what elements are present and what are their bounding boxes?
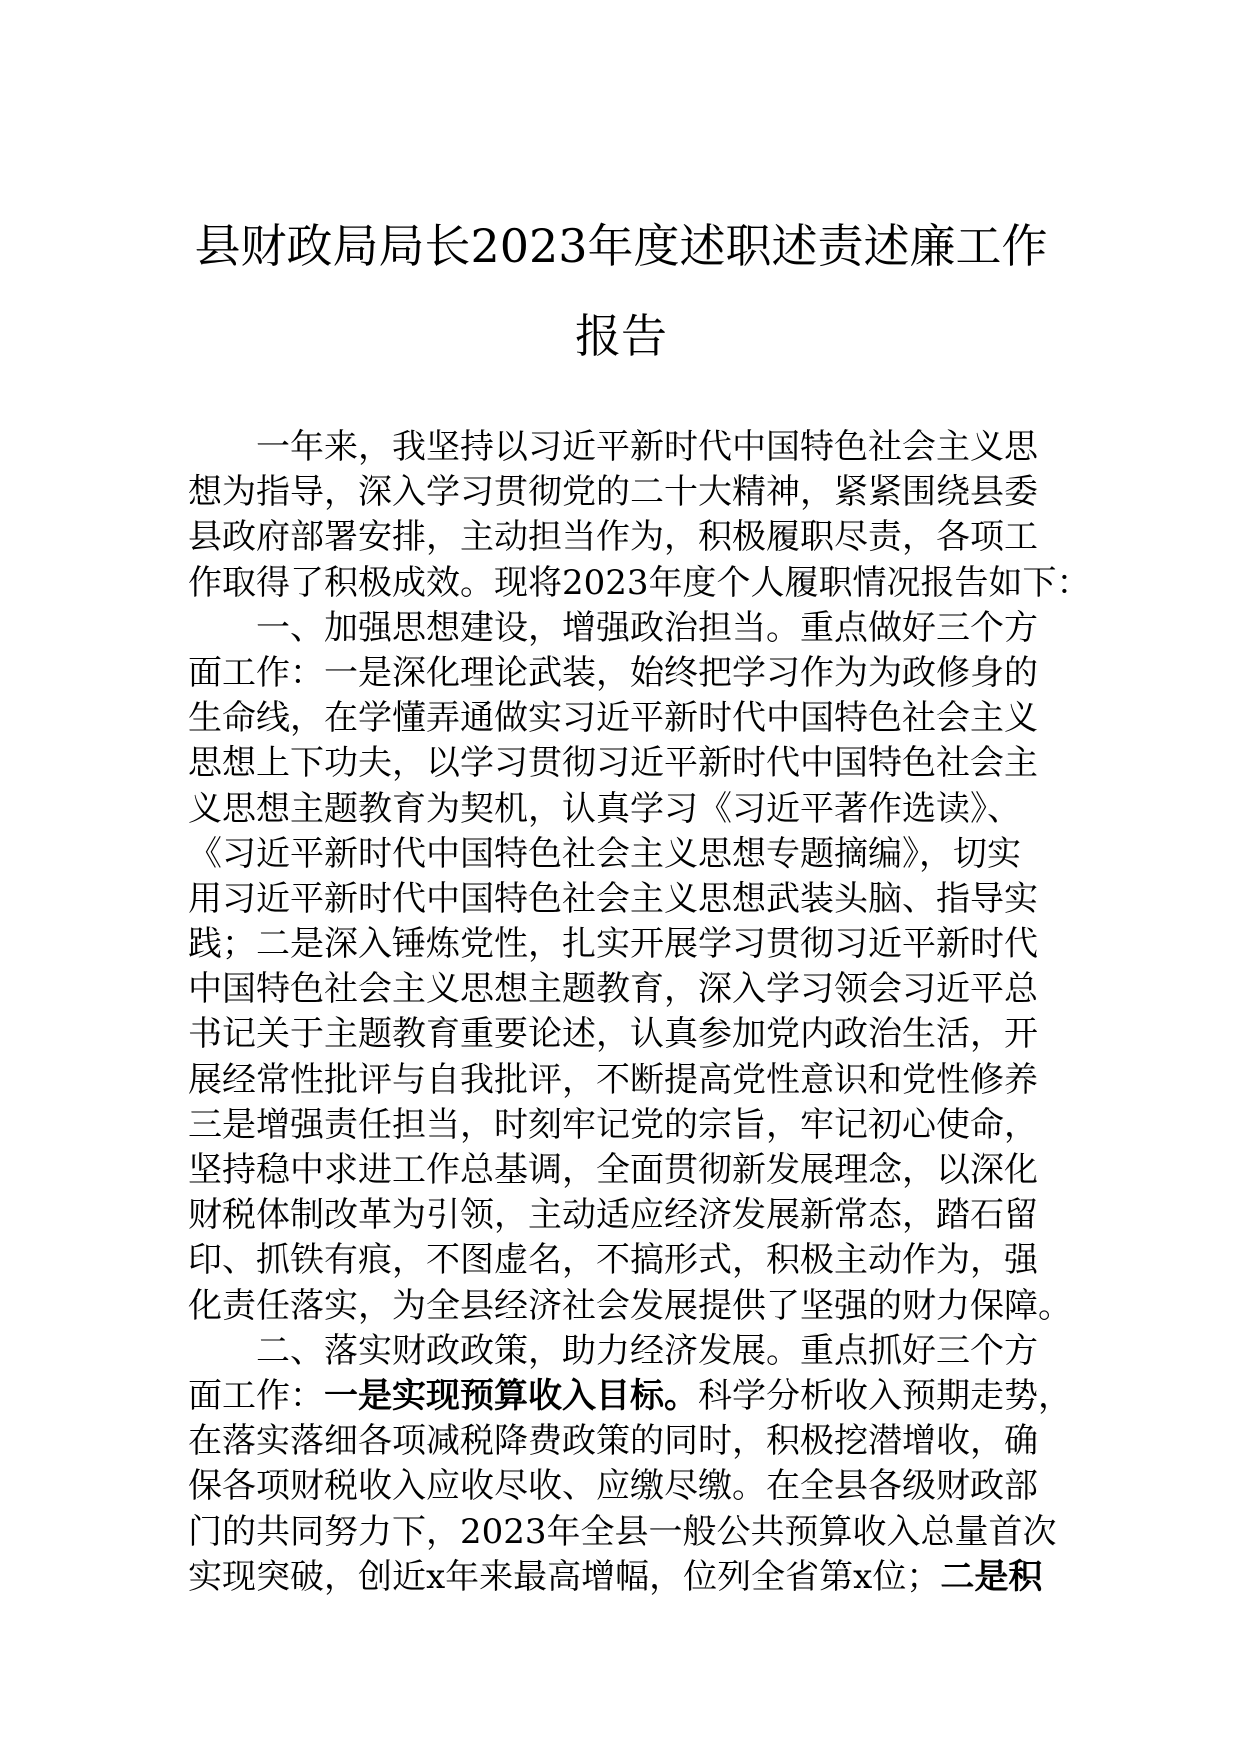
paragraph-line: 印、抓铁有痕，不图虚名，不搞形式，积极主动作为，强: [188, 1240, 1038, 1281]
paragraph-line: 财税体制改革为引领，主动适应经济发展新常态，踏石留: [188, 1195, 1038, 1236]
paragraph-line: 县政府部署安排，主动担当作为，积极履职尽责，各项工: [188, 517, 1038, 558]
paragraph-line: 二、落实财政政策，助力经济发展。重点抓好三个方: [256, 1330, 1038, 1371]
bold-heading-text: 二是积: [940, 1556, 1043, 1597]
paragraph-line: 保各项财税收入应收尽收、应缴尽缴。在全县各级财政部: [188, 1466, 1038, 1507]
document-title-line-2: 报告: [575, 309, 667, 363]
line-text: 实现突破，创近x年来最高增幅，位列全省第x位；: [188, 1556, 941, 1597]
paragraph-line: 作取得了积极成效。现将2023年度个人履职情况报告如下：: [188, 562, 1091, 603]
bold-heading-text: 一是实现预算收入目标。: [324, 1375, 698, 1416]
paragraph-line: 三是增强责任担当，时刻牢记党的宗旨，牢记初心使命，: [188, 1104, 1038, 1145]
paragraph-line: 思想上下功夫，以学习贯彻习近平新时代中国特色社会主: [188, 743, 1038, 784]
line-text: 科学分析收入预期走势，: [698, 1375, 1072, 1416]
document-body: [188, 425, 1091, 1600]
paragraph-line: 面工作：一是深化理论武装，始终把学习作为为政修身的: [188, 652, 1038, 693]
paragraph-line: 书记关于主题教育重要论述，认真参加党内政治生活，开: [188, 1014, 1038, 1055]
paragraph-line: 生命线，在学懂弄通做实习近平新时代中国特色社会主义: [188, 698, 1038, 739]
paragraph-line: 化责任落实，为全县经济社会发展提供了坚强的财力保障。: [188, 1285, 1072, 1326]
line-text: 面工作：: [188, 1375, 324, 1416]
paragraph-line: 门的共同努力下，2023年全县一般公共预算收入总量首次: [188, 1511, 1057, 1552]
paragraph-line: 坚持稳中求进工作总基调，全面贯彻新发展理念，以深化: [188, 1150, 1038, 1190]
paragraph-line-mixed: [188, 1374, 1072, 1419]
paragraph-line: 一年来，我坚持以习近平新时代中国特色社会主义思: [256, 427, 1038, 467]
paragraph-line: 《习近平新时代中国特色社会主义思想专题摘编》，切实: [188, 833, 1021, 874]
document-title-line-1: 县财政局局长2023年度述职述责述廉工作: [194, 219, 1048, 273]
paragraph-line: 一、加强思想建设，增强政治担当。重点做好三个方: [256, 607, 1038, 648]
paragraph-line: 想为指导，深入学习贯彻党的二十大精神，紧紧围绕县委: [188, 472, 1038, 513]
paragraph-line: 展经常性批评与自我批评，不断提高党性意识和党性修养: [188, 1059, 1038, 1100]
paragraph-line: 践；二是深入锤炼党性，扎实开展学习贯彻习近平新时代: [188, 924, 1038, 965]
paragraph-line: 义思想主题教育为契机，认真学习《习近平著作选读》、: [188, 788, 1021, 829]
paragraph-line: 中国特色社会主义思想主题教育，深入学习领会习近平总: [188, 969, 1038, 1010]
paragraph-line: 用习近平新时代中国特色社会主义思想武装头脑、指导实: [188, 878, 1038, 919]
paragraph-line-mixed: [188, 1555, 1068, 1600]
paragraph-line: 在落实落细各项减税降费政策的同时，积极挖潜增收，确: [188, 1421, 1038, 1462]
